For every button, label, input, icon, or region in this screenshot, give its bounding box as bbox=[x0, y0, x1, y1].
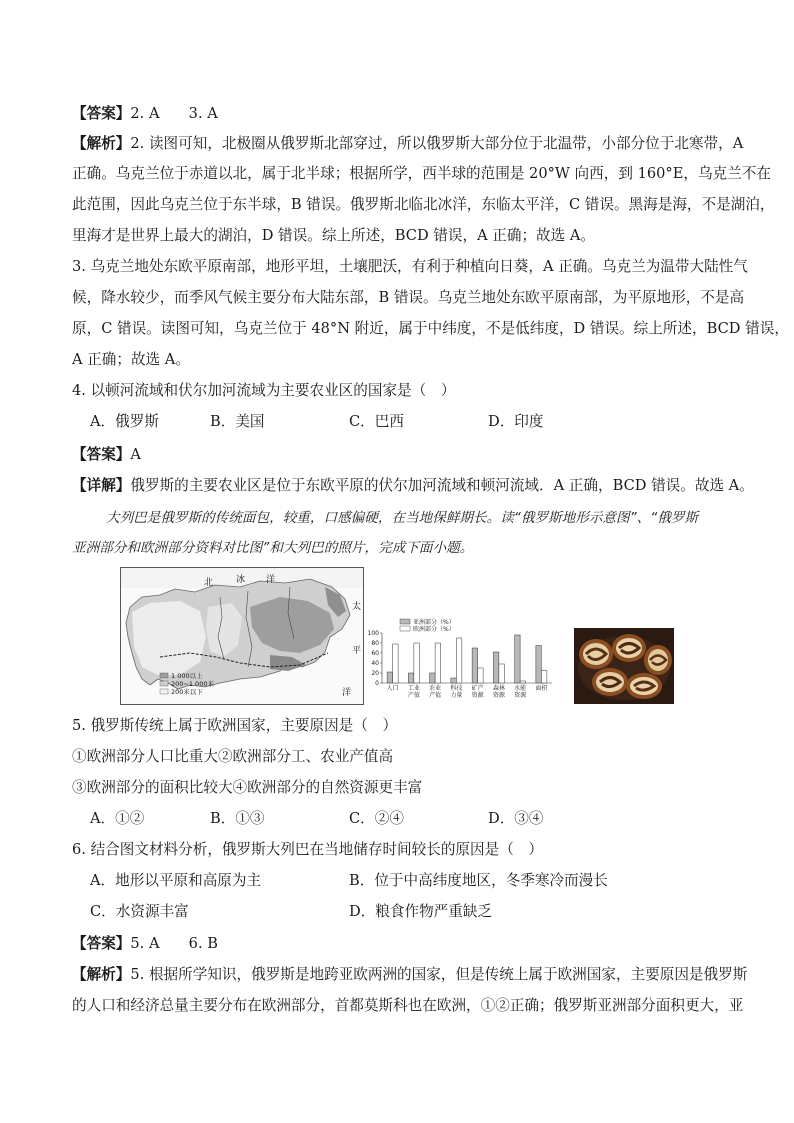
answer-line-1 bbox=[72, 104, 724, 124]
x-tick-label: 资源 bbox=[471, 692, 484, 699]
x-tick-label: 产值 bbox=[407, 692, 420, 699]
bar-1-1 bbox=[414, 643, 420, 683]
x-tick-label: 面积 bbox=[535, 685, 548, 692]
bread-photo bbox=[574, 628, 674, 704]
analysis-1-line-2: 正确。乌克兰位于赤道以北，属于北半球；根据所学，西半球的范围是 20°W 向西，到 160°E，乌克兰不在 bbox=[72, 165, 771, 182]
bar-1-7 bbox=[541, 671, 547, 684]
answer-text: 5. A 6. B bbox=[130, 935, 218, 952]
russia-terrain-map bbox=[120, 567, 364, 705]
legend-label-0: 亚洲部分（%） bbox=[413, 619, 455, 626]
bar-0-6 bbox=[515, 635, 521, 683]
answer-tag: 【答案】 bbox=[72, 935, 131, 952]
analysis-1-line-1 bbox=[72, 134, 744, 154]
bar-0-1 bbox=[408, 673, 414, 683]
bar-1-5 bbox=[499, 664, 505, 683]
analysis-1-line-3: 此范围，因此乌克兰位于东半球，B 错误。俄罗斯北临北冰洋，东临太平洋，C 错误。黑海是海，不是湖泊， bbox=[72, 196, 775, 213]
q6-option-a: A．地形以平原和高原为主 bbox=[90, 872, 262, 889]
q5-option-d: D．③④ bbox=[488, 810, 544, 827]
analysis-tag: 【解析】 bbox=[72, 135, 131, 152]
analysis-2-line-2: 候，降水较少，而季风气候主要分布大陆东部，B 错误。乌克兰地处东欧平原南部，为平原地形，不是高 bbox=[72, 289, 745, 306]
map-label-4: 太 bbox=[352, 602, 362, 612]
y-tick-label: 60 bbox=[371, 650, 379, 657]
map-label-3: 洋 bbox=[266, 575, 276, 585]
bar-0-5 bbox=[493, 652, 499, 683]
q5-option-c: C．②④ bbox=[349, 810, 404, 827]
analysis-3-line-2: 的人口和经济总量主要分布在欧洲部分，首都莫斯科也在欧洲，①②正确；俄罗斯亚洲部分面积更大，亚 bbox=[72, 997, 744, 1014]
bar-0-0 bbox=[387, 672, 393, 683]
answer-text: A bbox=[130, 446, 141, 463]
q5-statements-1: ①欧洲部分人口比重大②欧洲部分工、农业产值高 bbox=[72, 748, 394, 765]
answer-tag: 【答案】 bbox=[72, 105, 131, 122]
map-label-5: 平 bbox=[352, 646, 362, 656]
analysis-tag: 【解析】 bbox=[72, 966, 131, 983]
y-tick-label: 40 bbox=[371, 660, 379, 667]
q5-option-b: B．①③ bbox=[210, 810, 265, 827]
x-tick-label: 资源 bbox=[492, 692, 505, 699]
map-label-1: 北 bbox=[204, 578, 214, 588]
legend-high: 1 000以上 bbox=[171, 672, 203, 680]
analysis-1-line-4: 里海才是世界上最大的湖泊，D 错误。综上所述，BCD 错误，A 正确；故选 A。 bbox=[72, 227, 596, 244]
bar-0-7 bbox=[536, 646, 542, 684]
answer-line-3 bbox=[72, 934, 724, 954]
analysis-text: 2. 读图可知，北极圈从俄罗斯北部穿过，所以俄罗斯大部分位于北温带，小部分位于北寒带，A bbox=[130, 135, 744, 152]
y-tick-label: 100 bbox=[367, 630, 379, 637]
lowland-region bbox=[132, 601, 206, 675]
y-tick-label: 80 bbox=[371, 640, 379, 647]
q4-option-c: C．巴西 bbox=[349, 413, 404, 430]
analysis-2-line-1: 3. 乌克兰地处东欧平原南部，地形平坦，土壤肥沃，有利于种植向日葵，A 正确。乌克兰为温带大陆性气 bbox=[72, 258, 748, 275]
bar-0-3 bbox=[451, 678, 457, 683]
x-tick-label: 农业 bbox=[429, 685, 442, 692]
x-tick-label: 科技 bbox=[450, 685, 463, 692]
q4-option-b: B．美国 bbox=[210, 413, 265, 430]
x-tick-label: 资源 bbox=[514, 692, 527, 699]
material-line-2: 亚洲部分和欧洲部分资料对比图”和大列巴的照片，完成下面小题。 bbox=[72, 540, 474, 556]
map-label-2: 冰 bbox=[236, 575, 246, 585]
bar-1-0 bbox=[393, 644, 399, 683]
analysis-3-line-1 bbox=[72, 965, 748, 985]
q5-statements-2: ③欧洲部分的面积比较大④欧洲部分的自然资源更丰富 bbox=[72, 779, 423, 796]
bar-0-4 bbox=[472, 648, 478, 683]
x-tick-label: 矿产 bbox=[471, 685, 484, 692]
bar-1-2 bbox=[435, 643, 441, 683]
answer-tag: 【答案】 bbox=[72, 446, 131, 463]
question-5: 5. 俄罗斯传统上属于欧洲国家，主要原因是（ ） bbox=[72, 717, 398, 734]
analysis-2-line-4: A 正确；故选 A。 bbox=[72, 351, 190, 368]
x-tick-label: 森林 bbox=[492, 685, 505, 692]
legend-mid: 200~1 000米 bbox=[171, 680, 214, 688]
answer-line-2 bbox=[72, 445, 724, 465]
q6-option-c: C．水资源丰富 bbox=[90, 903, 189, 920]
question-6: 6. 结合图文材料分析，俄罗斯大列巴在当地储存时间较长的原因是（ ） bbox=[72, 841, 543, 858]
q6-option-d: D．粮食作物严重缺乏 bbox=[349, 903, 493, 920]
q5-option-a: A．①② bbox=[90, 810, 145, 827]
bar-1-4 bbox=[478, 668, 484, 683]
bar-1-6 bbox=[520, 681, 526, 683]
detail-text: 俄罗斯的主要农业区是位于东欧平原的伏尔加河流域和顿河流域．A 正确，BCD 错误。故选 A。 bbox=[130, 477, 754, 494]
x-tick-label: 产值 bbox=[429, 692, 442, 699]
x-tick-label: 水能 bbox=[514, 685, 527, 692]
detail-line bbox=[72, 476, 754, 496]
answer-text: 2. A 3. A bbox=[130, 105, 218, 122]
bar-0-2 bbox=[430, 673, 436, 683]
legend-low: 200米以下 bbox=[171, 688, 203, 696]
question-4: 4. 以顿河流域和伏尔加河流域为主要农业区的国家是（ ） bbox=[72, 382, 456, 399]
y-tick-label: 0 bbox=[375, 680, 379, 687]
y-tick-label: 20 bbox=[371, 670, 379, 677]
analysis-text: 5. 根据所学知识，俄罗斯是地跨亚欧两洲的国家，但是传统上属于欧洲国家，主要原因是俄罗斯 bbox=[130, 966, 748, 983]
detail-tag: 【详解】 bbox=[72, 477, 131, 494]
analysis-2-line-3: 原，C 错误。读图可知，乌克兰位于 48°N 附近，属于中纬度，不是低纬度，D 错误。综上所述，BCD 错误， bbox=[72, 320, 789, 337]
legend-label-1: 欧洲部分（%） bbox=[413, 626, 455, 633]
x-tick-label: 力量 bbox=[450, 692, 463, 699]
q6-option-b: B．位于中高纬度地区，冬季寒冷而漫长 bbox=[349, 872, 608, 889]
q4-option-d: D．印度 bbox=[488, 413, 544, 430]
x-tick-label: 工业 bbox=[407, 685, 420, 692]
x-tick-label: 人口 bbox=[386, 685, 399, 692]
material-line-1: 大列巴是俄罗斯的传统面包，较重，口感偏硬，在当地保鲜期长。读“俄罗斯地形示意图”、“俄罗斯 bbox=[106, 510, 699, 526]
legend-swatch-1 bbox=[400, 626, 410, 631]
q4-option-a: A．俄罗斯 bbox=[90, 413, 159, 430]
bar-1-3 bbox=[456, 638, 462, 683]
legend-swatch-0 bbox=[400, 619, 410, 624]
map-label-6: 洋 bbox=[342, 688, 352, 698]
asia-europe-comparison-chart bbox=[366, 617, 558, 705]
